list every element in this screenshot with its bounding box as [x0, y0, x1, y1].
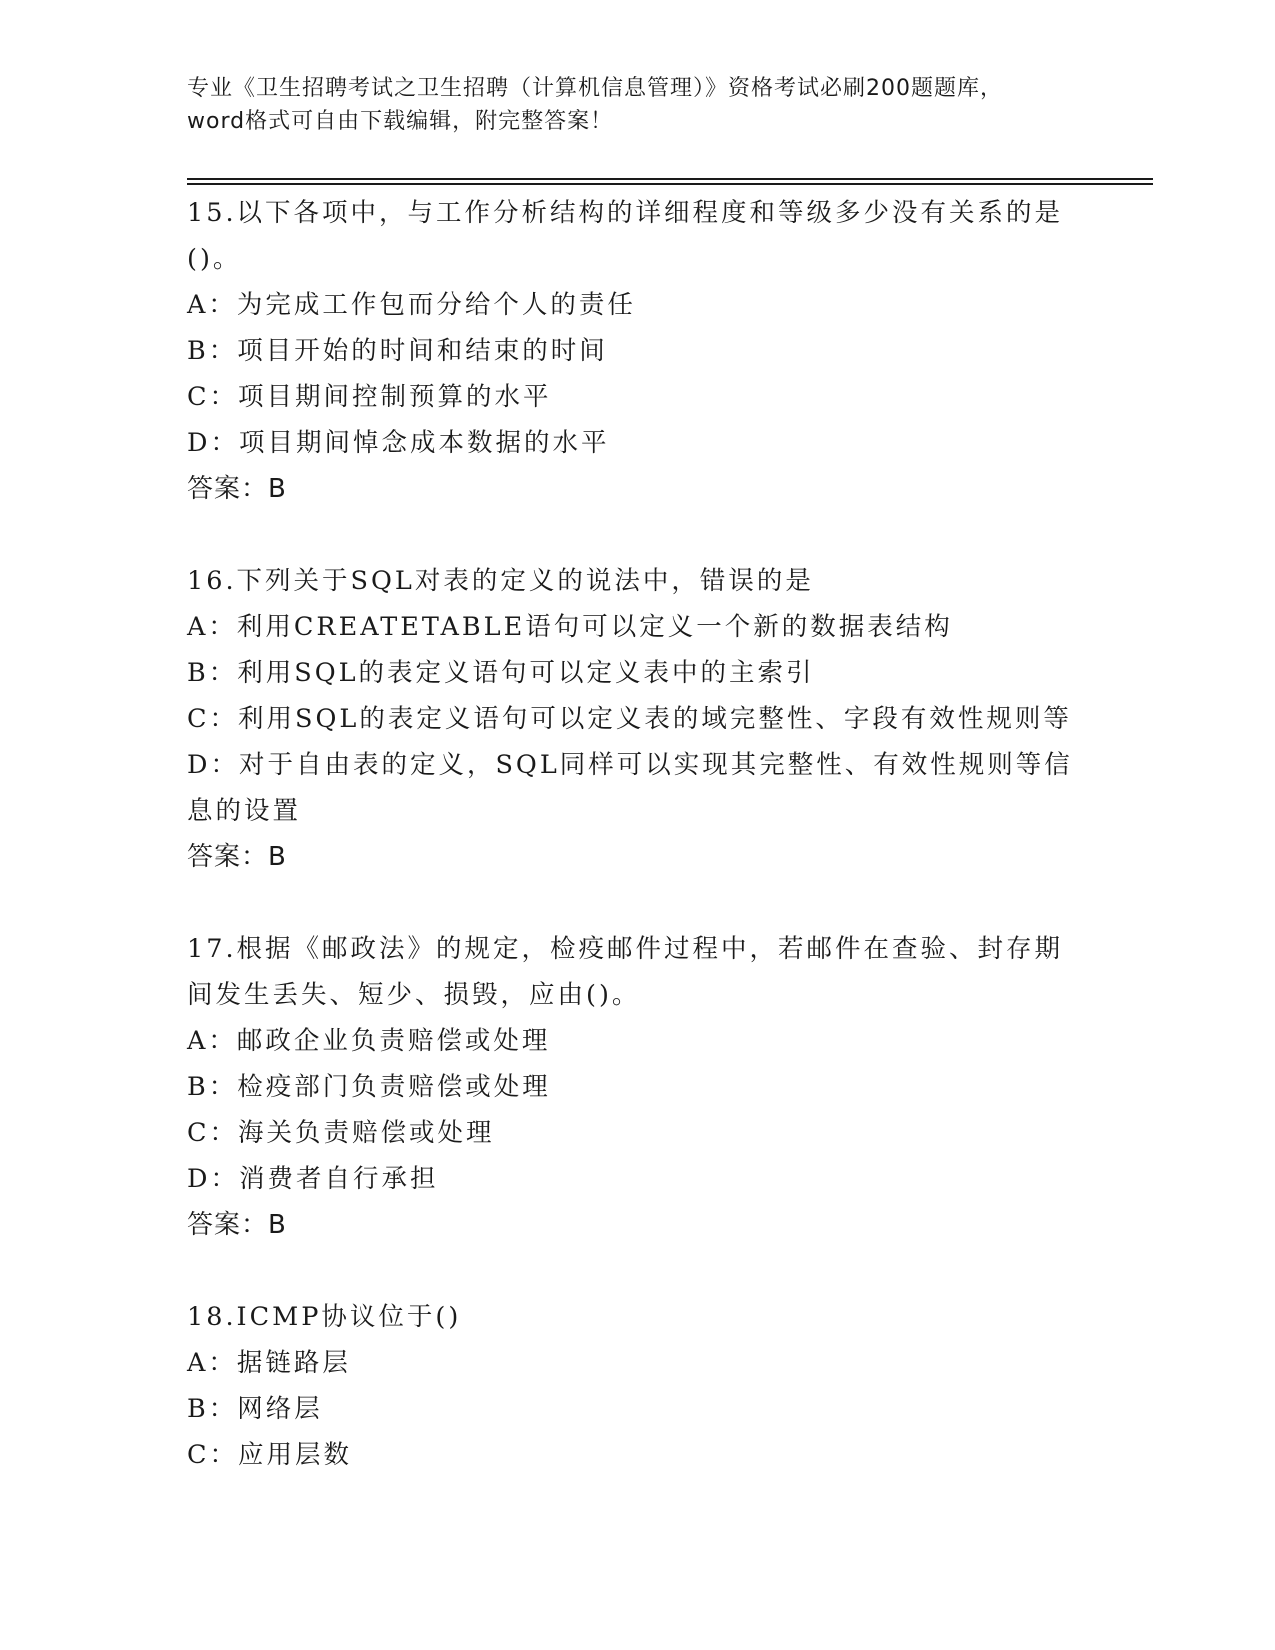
option-c: C：利用SQL的表定义语句可以定义表的域完整性、字段有效性规则等	[187, 704, 1072, 734]
question-stem: 15.以下各项中，与工作分析结构的详细程度和等级多少没有关系的是	[187, 198, 1064, 228]
option-d-continued: 息的设置	[187, 796, 302, 826]
answer-line: 答案：B	[187, 474, 287, 504]
answer-line: 答案：B	[187, 1210, 287, 1240]
option-c: C：应用层数	[187, 1440, 353, 1470]
option-b: B：利用SQL的表定义语句可以定义表中的主索引	[187, 658, 815, 688]
question-stem: 间发生丢失、短少、损毁，应由()。	[187, 980, 641, 1010]
option-b: B：项目开始的时间和结束的时间	[187, 336, 608, 366]
question-spacer	[187, 1248, 1087, 1294]
question-stem: 16.下列关于SQL对表的定义的说法中，错误的是	[187, 566, 814, 596]
document-header	[187, 72, 1087, 138]
question-15	[187, 190, 1087, 512]
option-c: C：海关负责赔偿或处理	[187, 1118, 495, 1148]
header-title-line-2: word格式可自由下载编辑，附完整答案！	[187, 109, 614, 134]
question-spacer	[187, 512, 1087, 558]
question-stem: 17.根据《邮政法》的规定，检疫邮件过程中，若邮件在查验、封存期	[187, 934, 1064, 964]
option-b: B：检疫部门负责赔偿或处理	[187, 1072, 551, 1102]
option-a: A：据链路层	[187, 1348, 351, 1378]
option-c: C：项目期间控制预算的水平	[187, 382, 552, 412]
option-d: D：对于自由表的定义，SQL同样可以实现其完整性、有效性规则等信	[187, 750, 1073, 780]
answer-line: 答案：B	[187, 842, 287, 872]
question-17	[187, 926, 1087, 1248]
question-18	[187, 1294, 1087, 1478]
question-16	[187, 558, 1087, 880]
option-d: D：项目期间悼念成本数据的水平	[187, 428, 610, 458]
question-stem: 18.ICMP协议位于()	[187, 1302, 462, 1332]
question-stem: ()。	[187, 244, 242, 274]
question-list	[187, 190, 1087, 1478]
option-d: D：消费者自行承担	[187, 1164, 439, 1194]
option-b: B：网络层	[187, 1394, 323, 1424]
header-divider-bottom	[187, 183, 1153, 185]
header-divider-top	[187, 178, 1153, 180]
header-title-line-1: 专业《卫生招聘考试之卫生招聘（计算机信息管理）》资格考试必刷200题题库，	[187, 76, 1003, 101]
question-spacer	[187, 880, 1087, 926]
option-a: A：利用CREATETABLE语句可以定义一个新的数据表结构	[187, 612, 953, 642]
option-a: A：为完成工作包而分给个人的责任	[187, 290, 636, 320]
option-a: A：邮政企业负责赔偿或处理	[187, 1026, 551, 1056]
